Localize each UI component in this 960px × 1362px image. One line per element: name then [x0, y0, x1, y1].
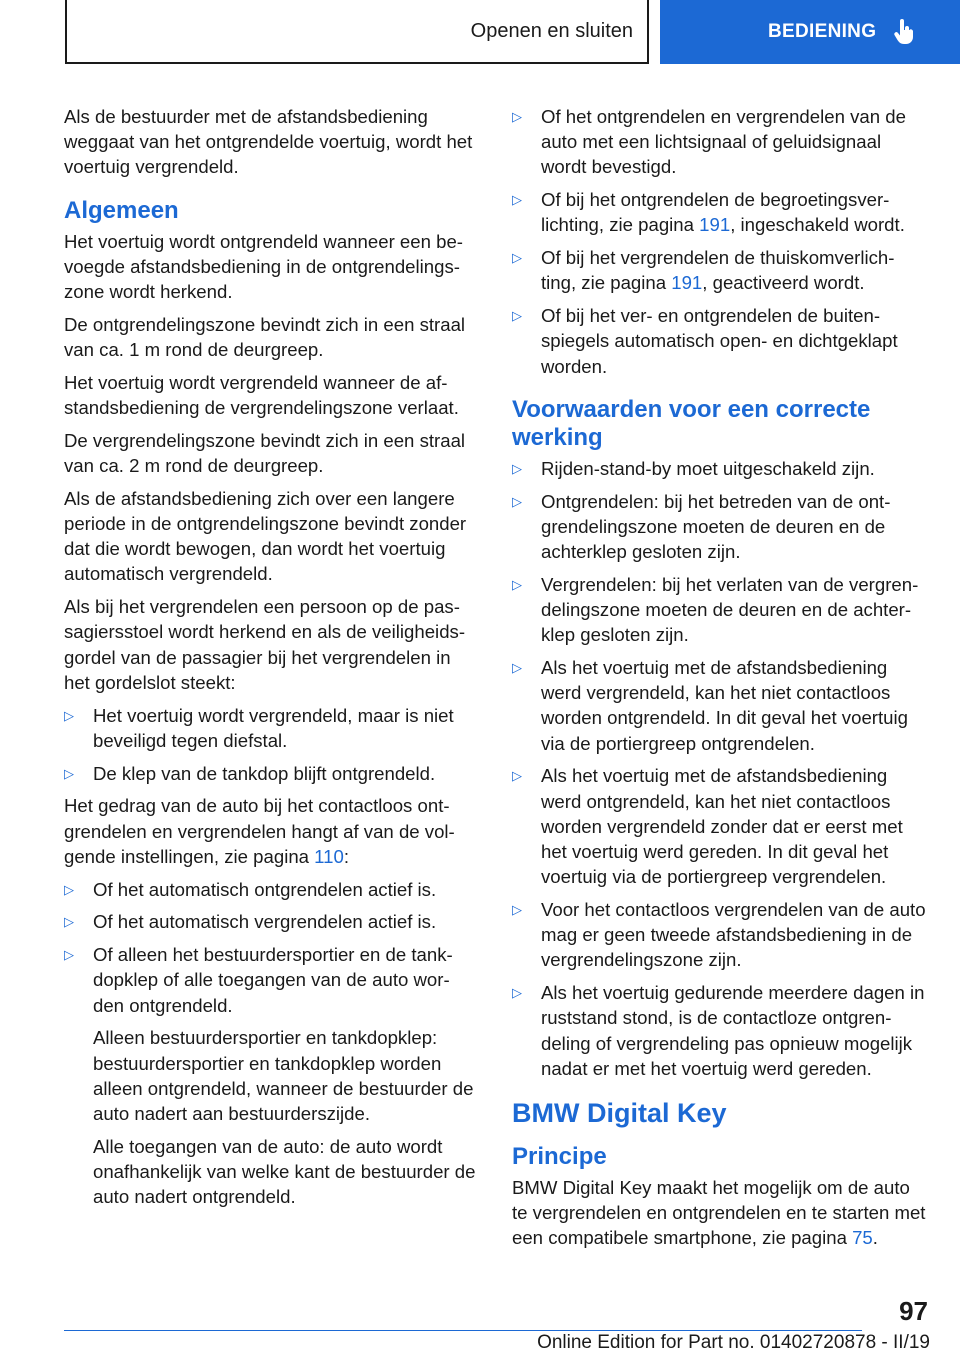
list-item-text: Rijden-stand-by moet uitgeschakeld zijn.: [541, 457, 875, 479]
list-item-text-part: , geactiveerd wordt.: [702, 272, 865, 294]
paragraph: Als bij het vergrendelen een persoon op de pas-sagiersstoel wordt herkend en als de veiligheids-gordel van de passagier bij het vergrendelen in het gordelslot steekt:: [64, 596, 466, 693]
list-item-text: Ontgrendelen: bij het betreden van de ont-grendelingszone moeten de deuren en de achterklep gesloten zijn.: [541, 490, 891, 563]
triangle-bullet-icon: ▷: [512, 250, 522, 266]
paragraph-text: .: [872, 1227, 878, 1249]
list-item-subtext: Alleen bestuurdersportier en tankdopklep: bestuurdersportier en tankdopklep worden alleen ontgrendeld, wanneer de bestuurder de auto nadert aan bestuurderszijde.: [93, 1027, 474, 1125]
paragraph: [512, 1175, 927, 1251]
right-column: [512, 104, 927, 1258]
list-item: [512, 980, 927, 1081]
triangle-bullet-icon: ▷: [64, 881, 74, 897]
list-item: [64, 761, 479, 786]
heading-conditions: Voorwaarden voor een correcte werking: [512, 395, 871, 451]
list-item: [512, 104, 927, 180]
list-item-text-part: , ingeschakeld wordt.: [730, 214, 905, 236]
list-item-text: Als het voertuig met de afstandsbediening werd vergrendeld, kan het niet contactloos worden ontgrendeld. In dit geval het voertuig via de portiergreep ontgrendelen.: [541, 657, 908, 754]
triangle-bullet-icon: ▷: [512, 109, 522, 124]
heading-digital-key: BMW Digital Key: [512, 1098, 727, 1129]
list-item: [512, 489, 927, 565]
intro-paragraph: Als de bestuurder met de afstandsbediening weggaat van het ontgrendelde voertuig, wordt het voertuig vergrendeld.: [64, 106, 473, 178]
list-item-text: Of alleen het bestuurdersportier en de tank-dopklep of alle toegangen van de auto wor-den ontgrendeld.: [93, 944, 453, 1016]
list-item: [512, 456, 927, 481]
list-item-text: Of het automatisch vergrendelen actief is.: [93, 911, 437, 933]
heading-principle: Principe: [512, 1143, 607, 1171]
header-chapter-title: BEDIENING: [768, 21, 877, 42]
triangle-bullet-icon: ▷: [512, 192, 522, 208]
list-item: [512, 572, 927, 648]
list-item-text: Vergrendelen: bij het verlaten van de vergren-delingszone moeten de deuren en de achter-klep gesloten zijn.: [541, 573, 919, 646]
hand-pointer-icon: [894, 19, 916, 45]
header-section-tab: [65, 0, 649, 64]
footer-divider: [64, 1330, 862, 1331]
triangle-bullet-icon: ▷: [512, 460, 522, 476]
list-item: [512, 245, 927, 295]
list-item-text: Of het automatisch ontgrendelen actief is.: [93, 878, 437, 900]
paragraph: Het voertuig wordt ontgrendeld wanneer een be-voegde afstandsbediening in de ontgrendelings-zone wordt herkend.: [64, 230, 463, 303]
list-item-text-part: Of bij het vergrendelen de thuiskomverlich-ting, zie pagina: [541, 247, 895, 294]
triangle-bullet-icon: ▷: [64, 947, 74, 963]
triangle-bullet-icon: ▷: [512, 660, 522, 676]
triangle-bullet-icon: ▷: [64, 707, 74, 723]
list-item: [512, 655, 927, 756]
paragraph-text: Het gedrag van de auto bij het contactloos ont-grendelen en vergrendelen hangt af van de vol-gende instellingen, zie pagina: [64, 795, 455, 867]
paragraph: De vergrendelingszone bevindt zich in een straal van ca. 2 m rond de deurgreep.: [64, 429, 466, 477]
triangle-bullet-icon: ▷: [64, 914, 74, 930]
list-item-subtext: Alle toegangen van de auto: de auto wordt onafhankelijk van welke kant de bestuurder de auto nadert ontgrendeld.: [93, 1135, 476, 1208]
header-section-title: Openen en sluiten: [470, 19, 633, 42]
triangle-bullet-icon: ▷: [512, 308, 522, 324]
triangle-bullet-icon: ▷: [512, 493, 522, 509]
page-link[interactable]: 75: [852, 1227, 873, 1249]
list-item-text-part: Of bij het ontgrendelen de begroetingsver-lichting, zie pagina: [541, 189, 890, 236]
left-column: [64, 104, 479, 1217]
paragraph: Het voertuig wordt vergrendeld wanneer de af-standsbediening de vergrendelingszone verlaat.: [64, 371, 459, 419]
list-item: [512, 187, 927, 237]
list-item-text: [541, 245, 927, 295]
triangle-bullet-icon: ▷: [64, 765, 74, 781]
list-item: [64, 703, 479, 753]
paragraph-text: :: [343, 845, 349, 867]
list-item-text: Voor het contactloos vergrendelen van de auto mag er geen tweede afstandsbediening in de vergrendelingszone zijn.: [541, 899, 926, 971]
page-link[interactable]: 191: [671, 272, 703, 294]
list-item: [64, 909, 479, 934]
list-item-text: Of bij het ver- en ontgrendelen de buiten-spiegels automatisch open- en dichtgeklapt worden.: [541, 305, 898, 377]
list-item: [512, 303, 927, 379]
paragraph: Als de afstandsbediening zich over een langere periode in de ontgrendelingszone bevindt zonder dat die wordt bewogen, dan wordt het voertuig automatisch vergrendeld.: [64, 487, 467, 585]
list-item-text: Het voertuig wordt vergrendeld, maar is niet beveiligd tegen diefstal.: [93, 704, 454, 751]
list-item-text: [541, 187, 927, 237]
triangle-bullet-icon: ▷: [512, 576, 522, 592]
list-item-text: Of het ontgrendelen en vergrendelen van de auto met een lichtsignaal of geluidsignaal wordt bevestigd.: [541, 106, 906, 178]
header-chapter-tab: [660, 0, 960, 64]
list-item-text: Als het voertuig met de afstandsbediening werd ontgrendeld, kan het niet contactloos worden vergrendeld zonder dat er eerst met het voertuig werd gereden. In dit geval het voertuig via de portiergreep vergrendelen.: [541, 765, 903, 888]
heading-general: Algemeen: [64, 196, 179, 224]
triangle-bullet-icon: ▷: [512, 902, 522, 918]
triangle-bullet-icon: ▷: [512, 985, 522, 1001]
paragraph: [64, 793, 479, 869]
triangle-bullet-icon: ▷: [512, 768, 522, 784]
page-link[interactable]: 110: [314, 845, 344, 867]
paragraph: De ontgrendelingszone bevindt zich in een straal van ca. 1 m rond de deurgreep.: [64, 313, 466, 361]
page-link[interactable]: 191: [699, 214, 731, 236]
list-item: [512, 763, 927, 889]
page-number: 97: [899, 1296, 928, 1326]
footer-edition: Online Edition for Part no. 01402720878 - II/19: [537, 1332, 930, 1353]
list-item-text: De klep van de tankdop blijft ontgrendeld.: [93, 762, 436, 784]
list-item-text: Als het voertuig gedurende meerdere dagen in ruststand stond, is de contactloze ontgren-deling of vergrendeling pas opnieuw mogelijk nadat er met het voertuig werd gereden.: [541, 982, 925, 1079]
list-item: [512, 897, 927, 973]
list-item: [64, 942, 479, 1209]
list-item: [64, 877, 479, 902]
paragraph-text: BMW Digital Key maakt het mogelijk om de auto te vergrendelen en ontgrendelen en te starten met een compatibele smartphone, zie pagina: [512, 1177, 926, 1249]
